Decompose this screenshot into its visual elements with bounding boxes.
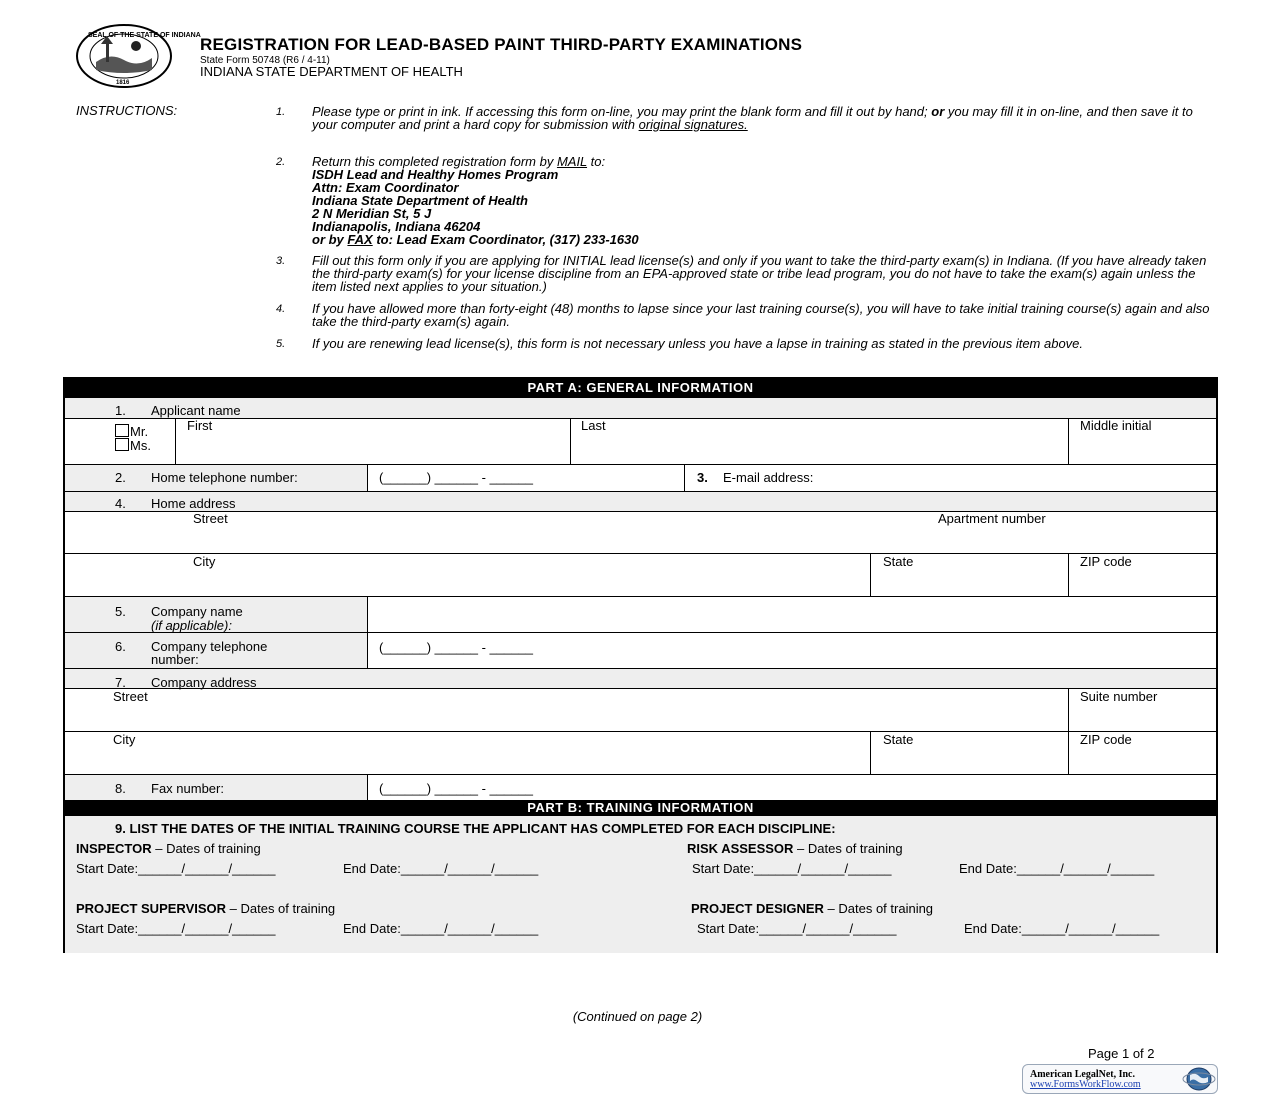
fax-label: FAX xyxy=(347,232,373,247)
designer-label: PROJECT DESIGNER xyxy=(691,901,824,916)
ms-label: Ms. xyxy=(130,438,151,453)
q1-number: 1. xyxy=(115,403,126,418)
designer-end-date[interactable]: End Date:______/______/______ xyxy=(964,921,1160,936)
q6-label-line2: number: xyxy=(151,652,199,667)
supervisor-heading xyxy=(76,901,335,916)
instruction-text: or by xyxy=(312,232,348,247)
fax-number-field[interactable]: (______) ______ - ______ xyxy=(379,781,533,796)
instruction-2 xyxy=(312,155,1212,246)
instruction-underline: original signatures. xyxy=(638,117,748,132)
instruction-3: Fill out this form only if you are applying for INITIAL lead license(s) and only if you want to take the third-party exam(s) in Indiana. (If you have already taken the third-party exam(s) for your license discipline from an EPA-approved state or tribe lead program, you do not have to take the exam(s) again unless the item listed next applies to your situation.) xyxy=(312,253,1207,294)
company-zip-field[interactable]: ZIP code xyxy=(1080,732,1132,747)
q7-label: Company address xyxy=(151,675,257,690)
supervisor-label: PROJECT SUPERVISOR xyxy=(76,901,227,916)
home-zip-field[interactable]: ZIP code xyxy=(1080,554,1132,569)
home-apartment-field[interactable]: Apartment number xyxy=(938,511,1046,526)
mr-checkbox[interactable] xyxy=(115,424,129,437)
risk-assessor-start-date[interactable]: Start Date:______/______/______ xyxy=(692,861,892,876)
q5-number: 5. xyxy=(115,604,126,619)
dates-suffix: – Dates of training xyxy=(226,901,336,916)
supervisor-start-date[interactable]: Start Date:______/______/______ xyxy=(76,921,276,936)
mail-label: MAIL xyxy=(556,154,588,169)
home-phone-field[interactable]: (______) ______ - ______ xyxy=(379,470,533,485)
q5-sublabel: (if applicable): xyxy=(151,618,232,633)
footer-company: American LegalNet, Inc. xyxy=(1030,1069,1135,1080)
instruction-text: to: xyxy=(587,154,606,169)
address-line: Attn: Exam Coordinator xyxy=(312,180,459,195)
instruction-number: 5. xyxy=(276,338,286,350)
instruction-number: 4. xyxy=(276,303,286,315)
title-ms-option[interactable] xyxy=(115,438,151,453)
address-line: Indiana State Department of Health xyxy=(312,193,528,208)
instructions-label: INSTRUCTIONS: xyxy=(76,103,178,118)
first-name-field[interactable]: First xyxy=(187,418,213,433)
dates-suffix: – Dates of training xyxy=(793,841,903,856)
fax-detail: to: Lead Exam Coordinator, (317) 233-1630 xyxy=(372,232,639,247)
inspector-label: INSPECTOR xyxy=(76,841,152,856)
part-a-header: PART A: GENERAL INFORMATION xyxy=(65,379,1216,397)
q8-label: Fax number: xyxy=(151,781,224,796)
globe-icon xyxy=(1182,1066,1216,1092)
q1-label: Applicant name xyxy=(151,403,241,418)
middle-initial-field[interactable]: Middle initial xyxy=(1080,418,1152,433)
address-line: 2 N Meridian St, 5 J xyxy=(312,206,432,221)
last-name-field[interactable]: Last xyxy=(581,418,606,433)
q6-label: Company telephone xyxy=(151,639,268,654)
form-title: REGISTRATION FOR LEAD-BASED PAINT THIRD-PARTY EXAMINATIONS xyxy=(200,35,803,54)
state-seal-logo xyxy=(76,24,201,88)
q5-label: Company name xyxy=(151,604,243,619)
q2-number: 2. xyxy=(115,470,126,485)
instruction-emphasis: or xyxy=(931,104,945,119)
instruction-number: 1. xyxy=(276,106,286,118)
registration-form xyxy=(63,377,1218,953)
q4-label: Home address xyxy=(151,496,236,511)
continued-note: (Continued on page 2) xyxy=(572,1009,703,1024)
department-name: INDIANA STATE DEPARTMENT OF HEALTH xyxy=(200,64,463,79)
footer-url-link[interactable]: www.FormsWorkFlow.com xyxy=(1030,1079,1141,1090)
seal-text: SEAL OF THE STATE OF INDIANA xyxy=(88,32,201,39)
instruction-text: you may fill it in on-line, and then save it to your computer and print a hard copy for submission with xyxy=(312,104,1193,132)
ms-checkbox[interactable] xyxy=(115,438,129,451)
designer-heading xyxy=(691,901,933,916)
q6-number: 6. xyxy=(115,639,126,654)
shaded-row xyxy=(65,491,1216,511)
instruction-number: 3. xyxy=(276,255,286,267)
company-name-field[interactable] xyxy=(375,601,1205,629)
company-state-field[interactable]: State xyxy=(883,732,914,747)
risk-assessor-heading xyxy=(687,841,903,856)
instruction-1 xyxy=(312,105,1212,131)
q2-label: Home telephone number: xyxy=(151,470,298,485)
company-phone-field[interactable]: (______) ______ - ______ xyxy=(379,640,533,655)
address-line: ISDH Lead and Healthy Homes Program xyxy=(312,167,559,182)
email-field[interactable]: E-mail address: xyxy=(723,470,814,485)
inspector-heading xyxy=(76,841,261,856)
page-number: Page 1 of 2 xyxy=(1088,1046,1155,1061)
home-state-field[interactable]: State xyxy=(883,554,914,569)
risk-assessor-end-date[interactable]: End Date:______/______/______ xyxy=(959,861,1155,876)
company-city-field[interactable]: City xyxy=(113,732,136,747)
form-number: State Form 50748 (R6 / 4-11) xyxy=(200,55,330,66)
q9-label: 9. LIST THE DATES OF THE INITIAL TRAINING COURSE THE APPLICANT HAS COMPLETED FOR EACH DISCIPLINE: xyxy=(115,821,836,836)
q7-number: 7. xyxy=(115,675,126,690)
company-suite-field[interactable]: Suite number xyxy=(1080,689,1158,704)
address-line: Indianapolis, Indiana 46204 xyxy=(312,219,481,234)
part-b-header: PART B: TRAINING INFORMATION xyxy=(65,800,1216,816)
q8-number: 8. xyxy=(115,781,126,796)
instruction-text: Please type or print in ink. If accessing this form on-line, you may print the blank form and fill it out by hand; xyxy=(312,104,932,119)
title-mr-option[interactable] xyxy=(115,424,148,439)
home-street-field[interactable]: Street xyxy=(193,511,228,526)
instruction-4: If you have allowed more than forty-eight (48) months to lapse since your last training course(s), you will have to take initial training course(s) again and also take the third-party exam(s) again. xyxy=(312,301,1210,329)
dates-suffix: – Dates of training xyxy=(151,841,261,856)
inspector-end-date[interactable]: End Date:______/______/______ xyxy=(343,861,539,876)
instruction-5: If you are renewing lead license(s), this form is not necessary unless you have a lapse in training as stated in the previous item above. xyxy=(312,336,1084,351)
designer-start-date[interactable]: Start Date:______/______/______ xyxy=(697,921,897,936)
q3-number: 3. xyxy=(697,470,708,485)
company-street-field[interactable]: Street xyxy=(113,689,148,704)
q4-number: 4. xyxy=(115,496,126,511)
mr-label: Mr. xyxy=(130,424,149,439)
seal-year: 1816 xyxy=(116,80,130,86)
inspector-start-date[interactable]: Start Date:______/______/______ xyxy=(76,861,276,876)
supervisor-end-date[interactable]: End Date:______/______/______ xyxy=(343,921,539,936)
risk-assessor-label: RISK ASSESSOR xyxy=(687,841,794,856)
home-city-field[interactable]: City xyxy=(193,554,216,569)
instruction-number: 2. xyxy=(276,156,286,168)
dates-suffix: – Dates of training xyxy=(823,901,934,916)
instruction-text: Return this completed registration form by xyxy=(312,154,557,169)
